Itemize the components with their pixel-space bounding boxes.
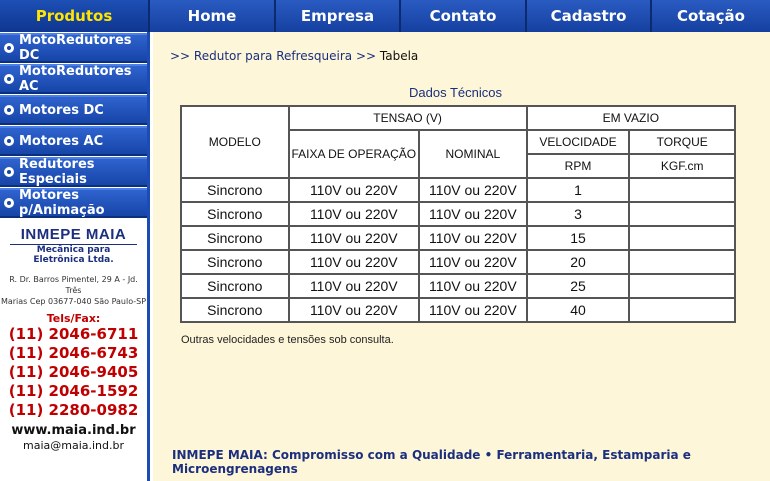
- breadcrumb: [170, 49, 418, 63]
- cell-torque: [629, 202, 735, 226]
- cell-velocidade: 40: [527, 298, 630, 322]
- phone-number: (11) 2046-6743: [8, 344, 139, 362]
- table-row: [181, 178, 735, 202]
- header-tensao: TENSAO (V): [289, 106, 527, 130]
- company-info: [0, 218, 147, 452]
- company-tagline: Mecânica para Eletrônica Ltda.: [10, 244, 137, 265]
- table-row: [181, 298, 735, 322]
- header-nominal: NOMINAL: [419, 130, 527, 178]
- address-line: Marias Cep 03677-040 São Paulo-SP: [0, 297, 147, 306]
- cell-nominal: 110V ou 220V: [419, 178, 527, 202]
- footer-slogan: INMEPE MAIA: Compromisso com a Qualidade • Ferramentaria, Estamparia e Microengrenagens: [172, 448, 691, 476]
- cell-modelo: Sincrono: [181, 226, 289, 250]
- table-row: [181, 226, 735, 250]
- main-content: [153, 32, 770, 481]
- company-brand: INMEPE MAIA: [20, 226, 127, 243]
- tab-cotacao[interactable]: Cotação: [652, 0, 770, 32]
- tab-produtos[interactable]: Produtos: [0, 0, 150, 32]
- address-line: R. Dr. Barros Pimentel, 29 A - Jd. Três: [9, 275, 138, 295]
- cell-torque: [629, 226, 735, 250]
- cell-velocidade: 15: [527, 226, 630, 250]
- cell-velocidade: 1: [527, 178, 630, 202]
- cell-nominal: 110V ou 220V: [419, 298, 527, 322]
- phone-number: (11) 2046-6711: [8, 325, 139, 343]
- breadcrumb-path[interactable]: >> Redutor para Refresqueira >>: [170, 49, 380, 63]
- header-velocidade: VELOCIDADE: [527, 130, 630, 154]
- table-row: [181, 274, 735, 298]
- sidebar-item-motores-animacao[interactable]: [0, 188, 147, 218]
- cell-faixa: 110V ou 220V: [289, 250, 419, 274]
- tab-contato[interactable]: Contato: [401, 0, 527, 32]
- cell-modelo: Sincrono: [181, 250, 289, 274]
- cell-faixa: 110V ou 220V: [289, 226, 419, 250]
- email-link[interactable]: maia@maia.ind.br: [22, 439, 124, 452]
- phone-number: (11) 2280-0982: [8, 401, 139, 419]
- bullet-icon: [4, 43, 14, 53]
- sidebar-item-motoredutores-ac[interactable]: [0, 64, 147, 94]
- top-nav: [0, 0, 770, 32]
- cell-velocidade: 25: [527, 274, 630, 298]
- cell-faixa: 110V ou 220V: [289, 202, 419, 226]
- cell-torque: [629, 298, 735, 322]
- tab-home[interactable]: Home: [150, 0, 276, 32]
- bullet-icon: [4, 167, 14, 177]
- header-rpm: RPM: [527, 154, 630, 178]
- sidebar-item-label: MotoRedutores AC: [19, 64, 132, 94]
- cell-modelo: Sincrono: [181, 274, 289, 298]
- sidebar-item-label: MotoRedutores DC: [19, 33, 132, 63]
- header-faixa: FAIXA DE OPERAÇÃO: [289, 130, 419, 178]
- spec-table: [180, 105, 736, 323]
- bullet-icon: [4, 74, 14, 84]
- cell-nominal: 110V ou 220V: [419, 226, 527, 250]
- sidebar-item-label: Motores p/Animação: [19, 188, 105, 218]
- bullet-icon: [4, 198, 14, 208]
- website-link[interactable]: www.maia.ind.br: [11, 423, 136, 438]
- sidebar-item-redutores-especiais[interactable]: [0, 157, 147, 187]
- cell-modelo: Sincrono: [181, 298, 289, 322]
- cell-torque: [629, 274, 735, 298]
- table-title: Dados Técnicos: [409, 85, 502, 100]
- table-row: [181, 250, 735, 274]
- tab-empresa[interactable]: Empresa: [276, 0, 401, 32]
- cell-nominal: 110V ou 220V: [419, 250, 527, 274]
- cell-faixa: 110V ou 220V: [289, 298, 419, 322]
- cell-modelo: Sincrono: [181, 178, 289, 202]
- header-em-vazio: EM VAZIO: [527, 106, 735, 130]
- sidebar-item-label: Redutores Especiais: [19, 157, 95, 187]
- sidebar: [0, 32, 150, 481]
- bullet-icon: [4, 105, 14, 115]
- cell-velocidade: 3: [527, 202, 630, 226]
- header-torque: TORQUE: [629, 130, 735, 154]
- cell-torque: [629, 250, 735, 274]
- telsfax-label: Tels/Fax:: [46, 312, 101, 325]
- cell-nominal: 110V ou 220V: [419, 202, 527, 226]
- cell-modelo: Sincrono: [181, 202, 289, 226]
- sidebar-item-label: Motores DC: [19, 102, 104, 118]
- tab-cadastro[interactable]: Cadastro: [527, 0, 652, 32]
- company-address: [0, 274, 147, 307]
- header-kgf: KGF.cm: [629, 154, 735, 178]
- header-modelo: MODELO: [181, 106, 289, 178]
- sidebar-item-motores-ac[interactable]: [0, 126, 147, 156]
- cell-velocidade: 20: [527, 250, 630, 274]
- sidebar-item-motores-dc[interactable]: [0, 95, 147, 125]
- bullet-icon: [4, 136, 14, 146]
- cell-faixa: 110V ou 220V: [289, 274, 419, 298]
- phone-number: (11) 2046-1592: [8, 382, 139, 400]
- table-note: Outras velocidades e tensões sob consulta.: [181, 334, 394, 346]
- table-row: [181, 202, 735, 226]
- cell-torque: [629, 178, 735, 202]
- cell-faixa: 110V ou 220V: [289, 178, 419, 202]
- phone-number: (11) 2046-9405: [8, 363, 139, 381]
- cell-nominal: 110V ou 220V: [419, 274, 527, 298]
- breadcrumb-current: Tabela: [379, 49, 419, 63]
- sidebar-item-label: Motores AC: [19, 133, 104, 149]
- sidebar-item-motoredutores-dc[interactable]: [0, 33, 147, 63]
